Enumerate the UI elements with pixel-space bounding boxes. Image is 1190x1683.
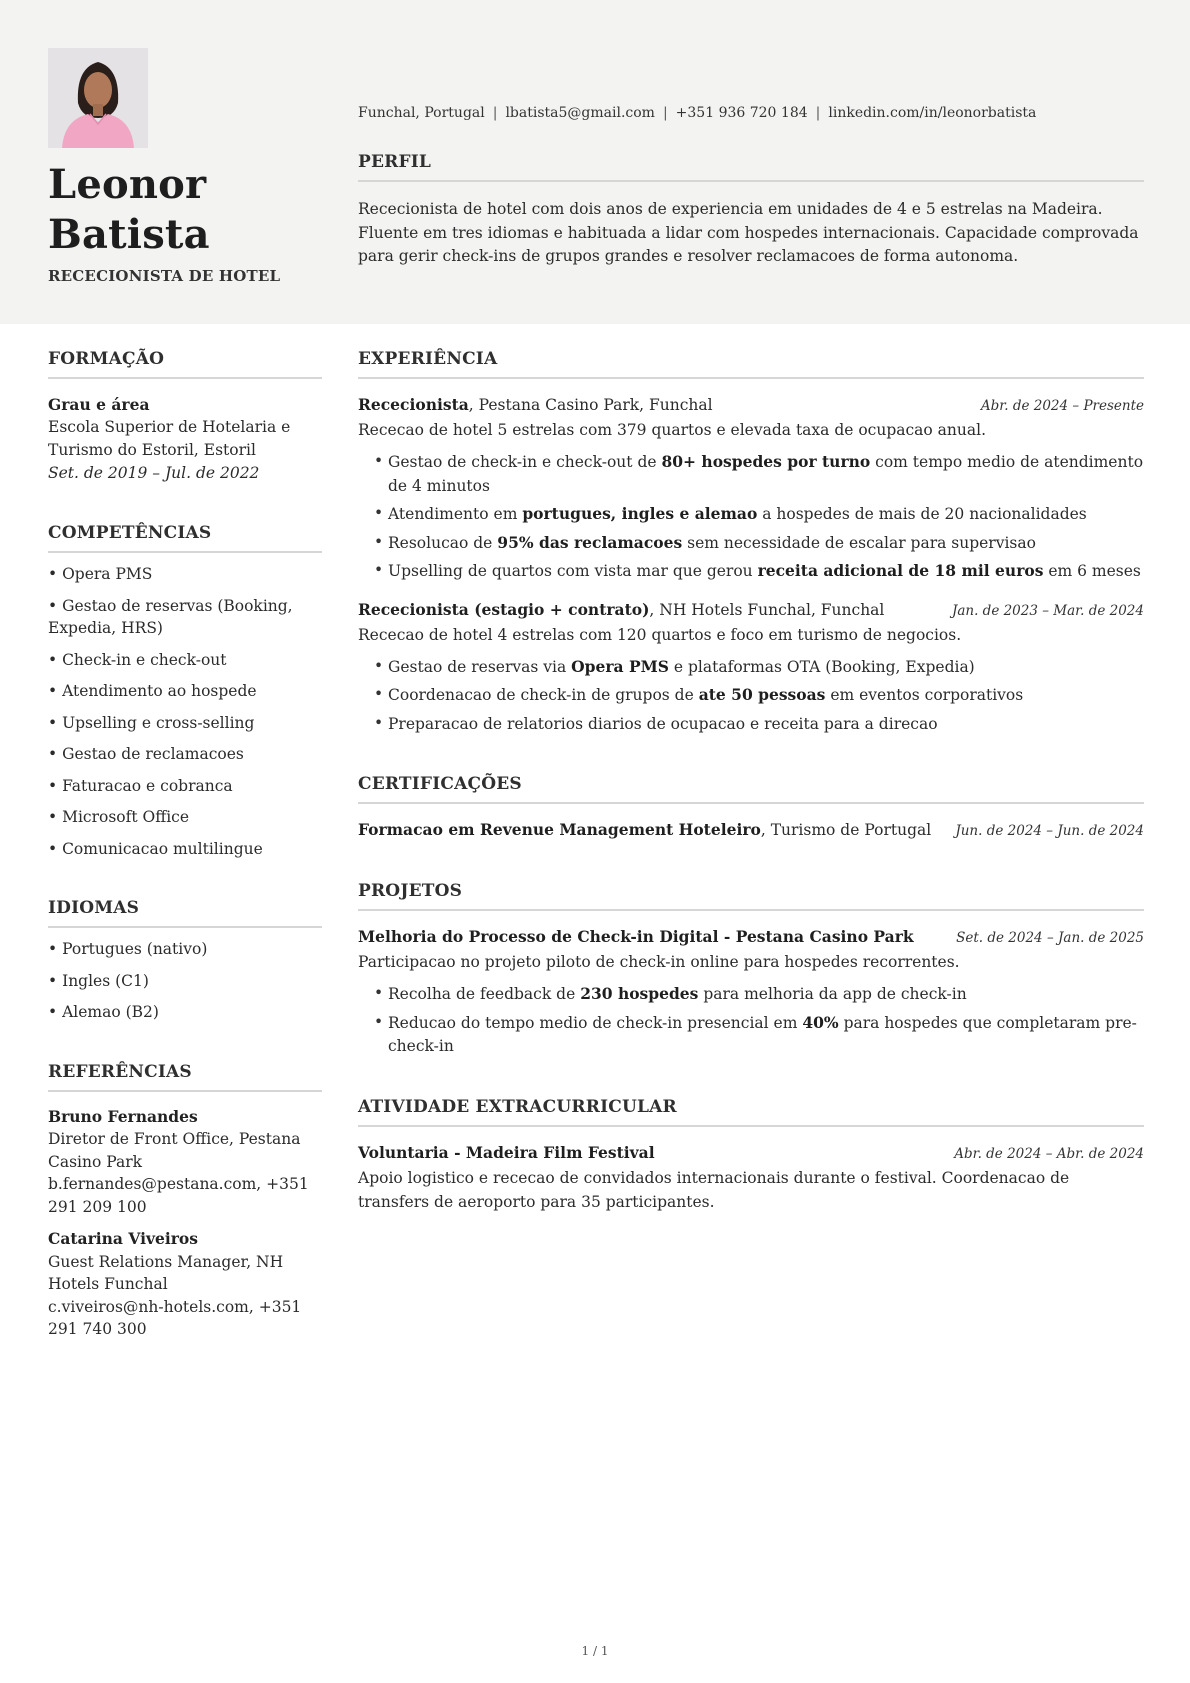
job-employer: , NH Hotels Funchal, Funchal bbox=[649, 600, 885, 619]
bullet-item bbox=[374, 450, 1144, 498]
project-name: Melhoria do Processo de Check-in Digital - Pestana Casino Park bbox=[358, 927, 914, 946]
bullet-item bbox=[374, 683, 1144, 708]
list-item: • Faturacao e cobranca bbox=[48, 776, 233, 795]
bullet-highlight: Opera PMS bbox=[571, 656, 669, 676]
formacao-dates: Set. de 2019 – Jul. de 2022 bbox=[48, 464, 260, 482]
activity-name: Voluntaria - Madeira Film Festival bbox=[358, 1142, 655, 1162]
bullet-item bbox=[374, 502, 1144, 527]
perfil-text: Rececionista de hotel com dois anos de experiencia em unidades de 4 e 5 estrelas na Madeira. Fluente em tres idiomas e habituada a lidar com hospedes internacionais. Capacidade comprovada para gerir check-ins de grupos grandes e resolver reclamacoes de forma autonoma. bbox=[358, 200, 1139, 265]
contact-separator: | bbox=[662, 105, 668, 121]
profile-photo-illustration bbox=[48, 48, 148, 148]
bullet-highlight: receita adicional de 18 mil euros bbox=[757, 561, 1044, 580]
reference-contact: c.viveiros@nh-hotels.com, +351 291 740 300 bbox=[48, 1297, 302, 1338]
formacao-school: Escola Superior de Hotelaria e Turismo do Estoril, Estoril bbox=[48, 418, 291, 459]
competencias-title: COMPETÊNCIAS bbox=[48, 523, 322, 553]
competencias-section bbox=[48, 523, 322, 860]
idiomas-title: IDIOMAS bbox=[48, 898, 322, 928]
bullet-text: para melhoria da app de check-in bbox=[698, 985, 967, 1003]
list-item: • Opera PMS bbox=[48, 565, 153, 583]
perfil-title: PERFIL bbox=[358, 152, 1144, 182]
bullet-text: Gestao de check-in e check-out de bbox=[388, 453, 662, 471]
project-description: Participacao no projeto piloto de check-in online para hospedes recorrentes. bbox=[358, 953, 960, 971]
activity-entry bbox=[358, 1141, 1144, 1214]
page-number: 1 / 1 bbox=[581, 1644, 609, 1658]
atividade-section bbox=[358, 1097, 1144, 1214]
right-column bbox=[358, 349, 1144, 1252]
profile-photo bbox=[48, 48, 148, 148]
bullet-text: sem necessidade de escalar para supervisao bbox=[682, 533, 1036, 552]
reference-name: Catarina Viveiros bbox=[48, 1229, 198, 1248]
bullet-item bbox=[374, 712, 1144, 737]
list-item: • Portugues (nativo) bbox=[48, 940, 208, 958]
bullet-text: Coordenacao de check-in de grupos de bbox=[388, 686, 699, 704]
project-dates: Set. de 2024 – Jan. de 2025 bbox=[956, 930, 1144, 946]
referencias-title: REFERÊNCIAS bbox=[48, 1062, 322, 1092]
contact-line bbox=[358, 105, 1158, 121]
formacao-title: FORMAÇÃO bbox=[48, 349, 322, 379]
job-bullets bbox=[374, 450, 1144, 584]
contact-separator: | bbox=[492, 105, 498, 121]
bullet-text: Recolha de feedback de bbox=[388, 985, 581, 1003]
bullet-text: e plataformas OTA (Booking, Expedia) bbox=[668, 657, 975, 676]
job-entry bbox=[358, 598, 1144, 737]
bullet-item bbox=[374, 655, 1144, 680]
reference-role: Diretor de Front Office, Pestana Casino Park bbox=[48, 1130, 301, 1171]
candidate-name bbox=[48, 160, 308, 260]
reference-name: Bruno Fernandes bbox=[48, 1106, 198, 1126]
idiomas-list bbox=[48, 938, 322, 1024]
list-item: • Check-in e check-out bbox=[48, 650, 227, 669]
bullet-text: Atendimento em bbox=[388, 505, 523, 523]
job-bullets bbox=[374, 655, 1144, 737]
contact-linkedin[interactable]: linkedin.com/in/leonorbatista bbox=[828, 105, 1037, 121]
bullet-highlight: portugues, ingles e alemao bbox=[522, 504, 758, 523]
bullet-text: com tempo medio de atendimento de 4 minutos bbox=[388, 453, 1144, 495]
experiencia-section bbox=[358, 349, 1144, 736]
reference-role: Guest Relations Manager, NH Hotels Funchal bbox=[48, 1252, 284, 1293]
atividade-title: ATIVIDADE EXTRACURRICULAR bbox=[358, 1097, 1144, 1127]
competencias-list bbox=[48, 563, 322, 860]
list-item: • Comunicacao multilingue bbox=[48, 839, 263, 858]
formacao-section bbox=[48, 349, 322, 485]
experiencia-title: EXPERIÊNCIA bbox=[358, 349, 1144, 379]
name-last: Batista bbox=[48, 211, 210, 258]
reference-entry bbox=[48, 1106, 322, 1219]
job-description: Rececao de hotel 4 estrelas com 120 quartos e foco em turismo de negocios. bbox=[358, 625, 962, 644]
contact-location: Funchal, Portugal bbox=[358, 105, 485, 121]
list-item: • Atendimento ao hospede bbox=[48, 682, 257, 700]
referencias-section bbox=[48, 1062, 322, 1341]
certification-dates: Jun. de 2024 – Jun. de 2024 bbox=[955, 823, 1144, 839]
projetos-section bbox=[358, 881, 1144, 1059]
activity-dates: Abr. de 2024 – Abr. de 2024 bbox=[954, 1145, 1144, 1162]
bullet-highlight: 230 hospedes bbox=[580, 984, 699, 1003]
bullet-text: para hospedes que completaram pre-check-in bbox=[388, 1013, 1137, 1055]
bullet-highlight: 40% bbox=[802, 1012, 839, 1032]
job-role: Rececionista bbox=[358, 395, 469, 414]
certification-name: Formacao em Revenue Management Hoteleiro bbox=[358, 820, 761, 839]
activity-description: Apoio logistico e rececao de convidados internacionais durante o festival. Coordenacao de transfers de aeroporto para 35 participantes. bbox=[358, 1168, 1070, 1211]
bullet-item bbox=[374, 982, 1144, 1007]
job-entry bbox=[358, 393, 1144, 584]
certificacoes-section bbox=[358, 774, 1144, 843]
reference-contact: b.fernandes@pestana.com, +351 291 209 100 bbox=[48, 1175, 309, 1216]
bullet-text: Gestao de reservas via bbox=[388, 657, 572, 676]
bullet-highlight: 80+ hospedes por turno bbox=[661, 452, 871, 471]
job-description: Rececao de hotel 5 estrelas com 379 quartos e elevada taxa de ocupacao anual. bbox=[358, 421, 987, 439]
bullet-highlight: ate 50 pessoas bbox=[698, 685, 826, 704]
list-item: • Gestao de reservas (Booking, Expedia, HRS) bbox=[48, 596, 293, 637]
list-item: • Alemao (B2) bbox=[48, 1003, 159, 1021]
bullet-text: Resolucao de bbox=[388, 533, 498, 552]
job-dates: Abr. de 2024 – Presente bbox=[980, 398, 1144, 414]
job-role: Rececionista (estagio + contrato) bbox=[358, 599, 650, 619]
contact-email[interactable]: lbatista5@gmail.com bbox=[505, 105, 655, 121]
list-item: • Ingles (C1) bbox=[48, 971, 149, 990]
list-item: • Gestao de reclamacoes bbox=[48, 745, 244, 763]
bullet-item bbox=[374, 531, 1144, 556]
bullet-text: em eventos corporativos bbox=[825, 686, 1024, 704]
project-bullets bbox=[374, 982, 1144, 1059]
bullet-text: em 6 meses bbox=[1043, 562, 1141, 580]
job-employer: , Pestana Casino Park, Funchal bbox=[468, 396, 713, 414]
projetos-title: PROJETOS bbox=[358, 881, 1144, 911]
list-item: • Microsoft Office bbox=[48, 808, 190, 826]
bullet-item bbox=[374, 1011, 1144, 1059]
perfil-section bbox=[358, 152, 1144, 269]
contact-separator: | bbox=[815, 105, 821, 121]
bullet-item bbox=[374, 559, 1144, 584]
list-item: • Upselling e cross-selling bbox=[48, 713, 255, 732]
certification-entry bbox=[358, 818, 1144, 843]
bullet-text: Preparacao de relatorios diarios de ocupacao e receita para a direcao bbox=[388, 714, 938, 733]
left-column bbox=[48, 349, 322, 1379]
project-entry bbox=[358, 925, 1144, 1059]
contact-phone[interactable]: +351 936 720 184 bbox=[675, 105, 808, 121]
certificacoes-title: CERTIFICAÇÕES bbox=[358, 774, 1144, 804]
bullet-text: a hospedes de mais de 20 nacionalidades bbox=[757, 505, 1087, 523]
formacao-degree: Grau e área bbox=[48, 395, 150, 414]
job-dates: Jan. de 2023 – Mar. de 2024 bbox=[951, 602, 1144, 619]
bullet-highlight: 95% das reclamacoes bbox=[497, 532, 683, 552]
reference-entry bbox=[48, 1228, 322, 1341]
name-first: Leonor bbox=[48, 161, 207, 208]
idiomas-section bbox=[48, 898, 322, 1024]
bullet-text: Upselling de quartos com vista mar que gerou bbox=[388, 562, 758, 580]
job-title: RECECIONISTA DE HOTEL bbox=[48, 267, 281, 285]
certification-issuer: , Turismo de Portugal bbox=[760, 821, 932, 839]
bullet-text: Reducao do tempo medio de check-in presencial em bbox=[388, 1013, 803, 1032]
